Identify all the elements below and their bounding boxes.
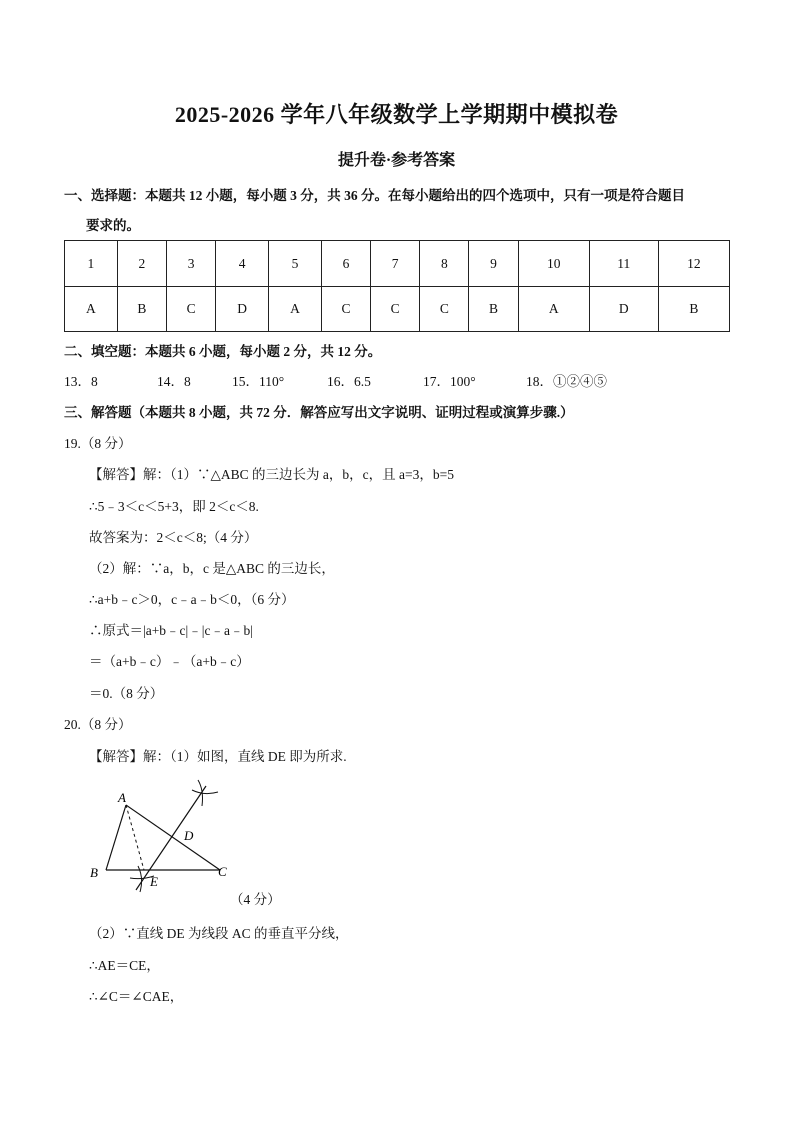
table-cell: 11 bbox=[589, 241, 658, 287]
table-cell: D bbox=[589, 287, 658, 332]
fill-answer-18: 18．①②④⑤ bbox=[526, 374, 607, 389]
table-cell: 2 bbox=[117, 241, 166, 287]
q19-line-6: ∴原式＝|a+b﹣c|﹣|c﹣a﹣b| bbox=[89, 623, 253, 638]
table-cell: 4 bbox=[216, 241, 269, 287]
table-cell: D bbox=[216, 287, 269, 332]
table-cell: 6 bbox=[321, 241, 370, 287]
q20-line-4: ∴∠C＝∠CAE， bbox=[89, 989, 184, 1004]
dashed-segment-ae bbox=[126, 805, 144, 870]
page-subtitle: 提升卷·参考答案 bbox=[337, 152, 456, 169]
table-cell: 9 bbox=[469, 241, 518, 287]
answer-table-number-row bbox=[65, 241, 730, 287]
section3-heading: 三、解答题（本题共 8 小题，共 72 分．解答应写出文字说明、证明过程或演算步骤.） bbox=[64, 405, 574, 420]
table-cell: 10 bbox=[518, 241, 589, 287]
table-cell: A bbox=[518, 287, 589, 332]
q20-line-2: （2）∵直线 DE 为线段 AC 的垂直平分线， bbox=[89, 926, 349, 941]
q19-line-2: ∴5﹣3＜c＜5+3，即 2＜c＜8. bbox=[89, 499, 259, 514]
arc-mark-top-1 bbox=[192, 790, 218, 794]
table-cell: A bbox=[269, 287, 322, 332]
table-cell: B bbox=[469, 287, 518, 332]
q20-figure-score: （4 分） bbox=[230, 892, 281, 907]
fill-answer-14: 14．8 bbox=[157, 374, 191, 389]
section1-heading-cont: 要求的。 bbox=[86, 218, 140, 233]
q19-line-7: ＝（a+b﹣c）﹣（a+b﹣c） bbox=[89, 654, 250, 669]
point-label-b: B bbox=[90, 865, 98, 880]
q20-line-3: ∴AE＝CE， bbox=[89, 958, 160, 973]
table-cell: 5 bbox=[269, 241, 322, 287]
q19-line-3: 故答案为：2＜c＜8;（4 分） bbox=[89, 530, 258, 545]
answer-table-answer-row bbox=[65, 287, 730, 332]
side-ac bbox=[126, 805, 220, 870]
fill-answer-15: 15．110° bbox=[232, 374, 285, 389]
table-cell: 1 bbox=[65, 241, 118, 287]
q19-line-8: ＝0.（8 分） bbox=[89, 686, 164, 701]
section2-heading: 二、填空题：本题共 6 小题，每小题 2 分，共 12 分。 bbox=[64, 344, 382, 359]
point-label-c: C bbox=[218, 864, 227, 879]
table-cell: C bbox=[167, 287, 216, 332]
q19-line-5: ∴a+b﹣c＞0，c﹣a﹣b＜0，（6 分） bbox=[89, 592, 295, 607]
side-ab bbox=[106, 805, 126, 870]
triangle-construction-figure bbox=[88, 778, 238, 908]
line-de bbox=[136, 786, 206, 890]
table-cell: B bbox=[658, 287, 729, 332]
table-cell: 3 bbox=[167, 241, 216, 287]
table-cell: C bbox=[321, 287, 370, 332]
q20-label: 20.（8 分） bbox=[64, 717, 132, 732]
table-cell: C bbox=[420, 287, 469, 332]
table-cell: C bbox=[371, 287, 420, 332]
table-cell: A bbox=[65, 287, 118, 332]
point-label-a: A bbox=[118, 790, 126, 805]
fill-answer-16: 16．6.5 bbox=[327, 374, 371, 389]
table-cell: 7 bbox=[371, 241, 420, 287]
section1-heading: 一、选择题：本题共 12 小题，每小题 3 分，共 36 分。在每小题给出的四个选项中，只有一项是符合题目 bbox=[64, 188, 685, 203]
q19-line-1: 【解答】解：（1）∵△ABC 的三边长为 a，b，c，且 a=3，b=5 bbox=[89, 467, 454, 482]
point-label-d: D bbox=[184, 828, 194, 843]
q19-label: 19.（8 分） bbox=[64, 436, 132, 451]
point-label-e: E bbox=[150, 874, 158, 889]
fill-answer-17: 17．100° bbox=[423, 374, 476, 389]
table-cell: B bbox=[117, 287, 166, 332]
table-cell: 8 bbox=[420, 241, 469, 287]
q20-line-1: 【解答】解：（1）如图，直线 DE 即为所求. bbox=[89, 749, 347, 764]
page-title: 2025-2026 学年八年级数学上学期期中模拟卷 bbox=[174, 102, 619, 127]
q19-line-4: （2）解：∵a，b，c 是△ABC 的三边长， bbox=[89, 561, 335, 576]
fill-answer-13: 13．8 bbox=[64, 374, 98, 389]
table-cell: 12 bbox=[658, 241, 729, 287]
answer-table bbox=[64, 240, 730, 332]
